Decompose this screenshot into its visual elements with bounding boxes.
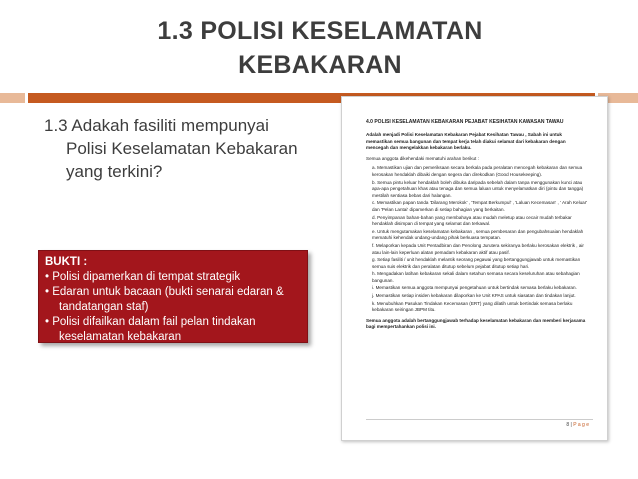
document-list-item: i. Memastikan semua anggota mempunyai pengetahuan untuk bertindak semasa berlaku kebakaran. — [372, 285, 577, 291]
document-list-item: e. Untuk mengutamakan keselamatan kebakaran , semua pembesaran dan pengubahsuaian hendaklah mematuhi kehendak undang-undang pihak berkuasa tempatan. — [372, 228, 584, 241]
policy-document-image — [341, 96, 608, 441]
document-list-item: f. Melaporkan kepada Unit Pentadbiran dan Penolong Jurutera sekiranya berlaku kerosakan elektrik , air atau lain-lain keperluan alatan pemadam kebakaran aktif atau pasif. — [372, 242, 584, 255]
slide-title-line2: KEBAKARAN — [238, 51, 402, 79]
slide-title — [110, 14, 530, 82]
divider-left-segment — [0, 93, 25, 103]
document-closing: Semua anggota adalah bertanggungjawab terhadap keselamatan kebakaran dan memberi kerjasama bagi mempertahankan polisi ini. — [366, 317, 586, 330]
evidence-item: • Edaran untuk bacaan (bukti senarai edaran & — [45, 286, 284, 298]
document-title: 4.0 POLISI KESELAMATAN KEBAKARAN PEJABAT KESIHATAN KAWASAN TAWAU — [366, 119, 564, 125]
document-list-item: k. Menubuhkan Pasukan Tindakan Kecemasan (ERT) yang dilatih untuk bertindak semasa berlaku kebakaran seiringan JBPM titu. — [372, 300, 573, 313]
document-list-item: g. Setiap fasiliti / unit hendaklah melantik seorang pegawai yang bertanggungjawab untuk memastikan semua suis elektrik dan peralatan ditutup sebelum pejabat ditutup setiap hari. — [372, 257, 581, 269]
document-intro: Adalah menjadi Polisi Keselamatan Kebakaran Pejabat Kesihatan Tawau , Sabah ini untuk memastikan semua bangunan dan tempat kerja telah diakui selamat dari kebakaran dengan mencegah dan mengelakkan kebakaran berlaku. — [366, 132, 566, 151]
question-line3: yang terkini? — [66, 162, 163, 181]
document-list-item: c. Memastikan papan tanda 'Dilarang Merokok' , 'Tempat Berkumpul' , 'Laluan Kecemasan' , ' Arah Keluar' dan 'Pelan Lantai' dipamerkan di setiap bahagian yang berkaitan. — [372, 200, 588, 212]
page-label: P a g e — [573, 422, 589, 428]
evidence-item-continued: tandatangan staf) — [59, 301, 149, 313]
document-list-item: d. Penyimpanan bahan-bahan yang membahaya atau mudah meletup atau cecair mudah terbakar hendaklah disimpan di tempat yang selamat dan terkawal. — [372, 214, 572, 227]
question-line2: Polisi Keselamatan Kebakaran — [66, 139, 298, 158]
evidence-box — [38, 250, 308, 343]
question-text — [44, 114, 334, 183]
slide-title-line1: 1.3 POLISI KESELAMATAN — [157, 17, 483, 45]
question-line1: 1.3 Adakah fasiliti mempunyai — [44, 116, 269, 135]
document-list — [366, 165, 589, 313]
evidence-item-continued: keselamatan kebakaran — [59, 331, 182, 343]
document-list-item: j. Memastikan setiap insiden kebakaran dilaporkan ke Unit KPAS untuk siasatan dan tindakan lanjut. — [372, 293, 576, 299]
evidence-heading: BUKTI : — [45, 256, 88, 268]
evidence-item: • Polisi dipamerkan di tempat strategik — [45, 271, 241, 283]
document-footer-line — [366, 419, 593, 420]
evidence-item: • Polisi difailkan dalam fail pelan tindakan — [45, 316, 256, 328]
page-number-value: 8 | — [566, 422, 572, 428]
document-lead: Semua anggota dikehendaki mematuhi arahan berikut : — [366, 155, 479, 161]
document-list-item: h. Mengadakan latihan kebakaran sekali dalam setahun semasa secara keseluruhan atau sebahagian bangunan. — [372, 271, 580, 283]
document-list-item: a. Memastikan ujian dan pemeriksaan secara berkala pada peralatan mencegah kebakaran dan semua kerosakan hendaklah dibaiki dengan segera dan direkodkan (Good Housekeeping). — [372, 165, 583, 177]
document-list-item: b. Semua pintu keluar hendaklah boleh dibuka daripada sebelah dalam tanpa menggunakan kunci atau apa-apa pengetahuan khas atau tenaga dan semua laluan untuk menyelamatkan diri (pintu dan tangga) mestilah sentiasa bebas dari halangan. — [372, 179, 584, 198]
document-page-number — [566, 422, 589, 429]
